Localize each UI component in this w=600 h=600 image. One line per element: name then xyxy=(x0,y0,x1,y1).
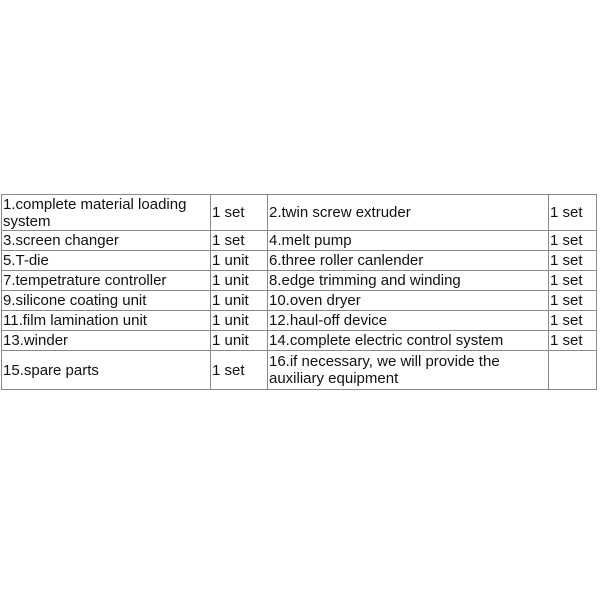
item-cell: 9.silicone coating unit xyxy=(2,291,211,311)
quantity-cell: 1 set xyxy=(549,331,597,351)
item-cell: 16.if necessary, we will provide the auxiliary equipment xyxy=(268,351,549,390)
table-row xyxy=(2,311,597,331)
item-cell: 6.three roller canlender xyxy=(268,251,549,271)
quantity-cell: 1 set xyxy=(549,291,597,311)
quantity-cell: 1 unit xyxy=(211,271,268,291)
table-row xyxy=(2,251,597,271)
item-cell: 12.haul-off device xyxy=(268,311,549,331)
item-cell: 13.winder xyxy=(2,331,211,351)
item-cell: 15.spare parts xyxy=(2,351,211,390)
quantity-cell: 1 unit xyxy=(211,291,268,311)
quantity-cell: 1 set xyxy=(211,351,268,390)
item-cell: 8.edge trimming and winding xyxy=(268,271,549,291)
quantity-cell: 1 set xyxy=(211,231,268,251)
table-row xyxy=(2,195,597,231)
quantity-cell: 1 unit xyxy=(211,251,268,271)
item-cell: 11.film lamination unit xyxy=(2,311,211,331)
quantity-cell: 1 set xyxy=(549,251,597,271)
item-cell: 5.T-die xyxy=(2,251,211,271)
quantity-cell: 1 set xyxy=(549,195,597,231)
table-row xyxy=(2,331,597,351)
item-cell: 14.complete electric control system xyxy=(268,331,549,351)
table-row xyxy=(2,271,597,291)
quantity-cell xyxy=(549,351,597,390)
quantity-cell: 1 set xyxy=(549,311,597,331)
item-cell: 3.screen changer xyxy=(2,231,211,251)
equipment-table xyxy=(1,194,597,390)
table-row xyxy=(2,291,597,311)
quantity-cell: 1 set xyxy=(549,231,597,251)
item-cell: 4.melt pump xyxy=(268,231,549,251)
quantity-cell: 1 set xyxy=(211,195,268,231)
item-cell: 10.oven dryer xyxy=(268,291,549,311)
table-row xyxy=(2,351,597,390)
item-cell: 1.complete material loading system xyxy=(2,195,211,231)
item-cell: 7.tempetrature controller xyxy=(2,271,211,291)
item-cell: 2.twin screw extruder xyxy=(268,195,549,231)
quantity-cell: 1 set xyxy=(549,271,597,291)
quantity-cell: 1 unit xyxy=(211,331,268,351)
table-row xyxy=(2,231,597,251)
quantity-cell: 1 unit xyxy=(211,311,268,331)
